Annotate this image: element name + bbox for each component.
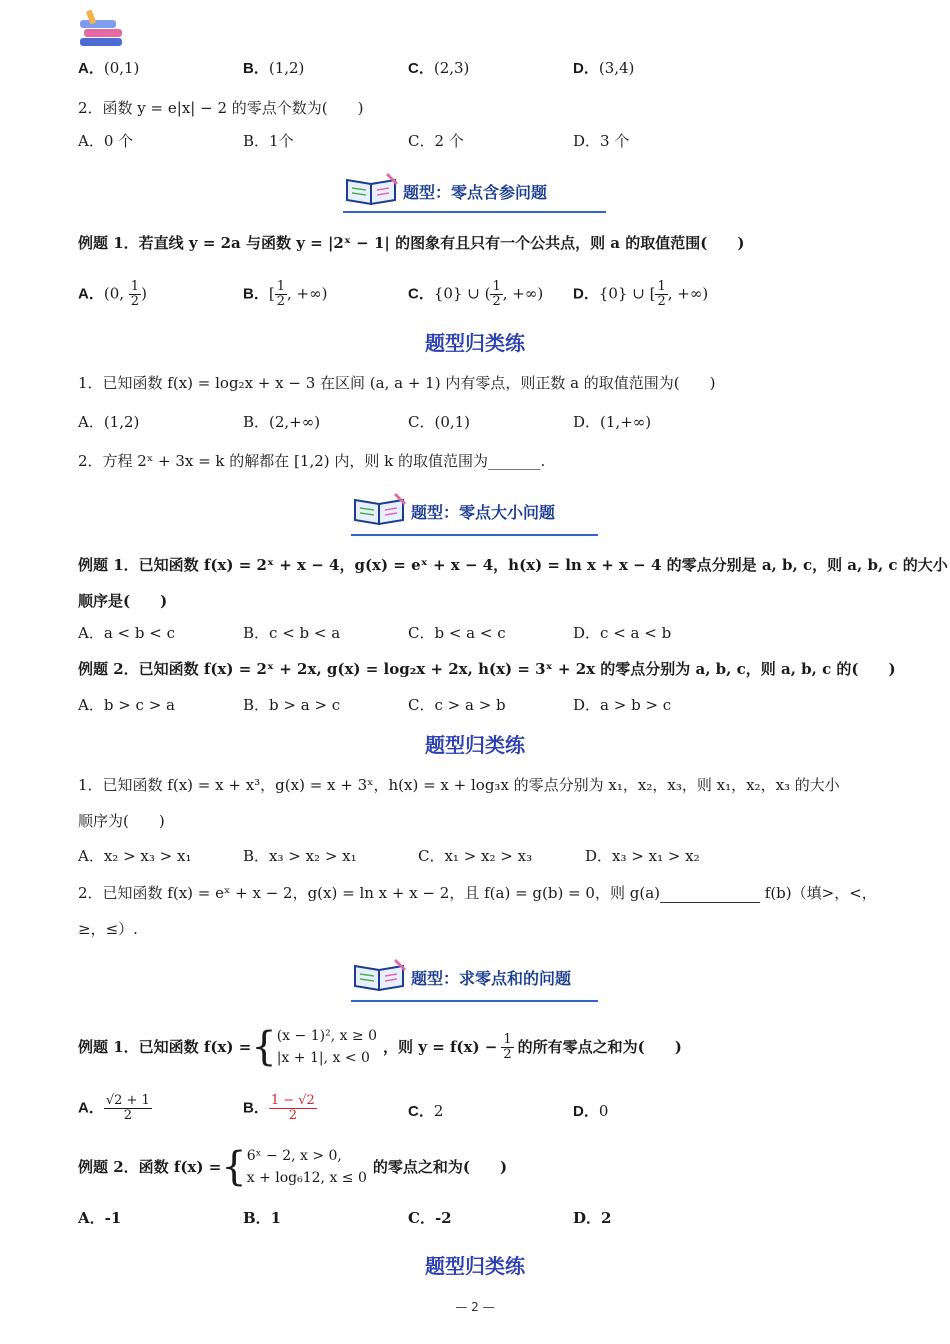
s1-example1-option-b: B．[ $\frac{1}{2}$ , +∞) <box>243 279 328 309</box>
s2-practice-q2-line2: ≥，≤）. <box>78 920 138 938</box>
open-book-icon <box>351 958 409 994</box>
s3-example1-text: 例题 1．已知函数 f(x) = { (x − 1)², x ≥ 0 |x + 1|, x < 0 ，则 y = f(x) − $\frac{1}{2}$ 的所有零点之和为( ) <box>78 1024 682 1070</box>
q2-top-text: 2．函数 y = e|x| − 2 的零点个数为( ) <box>78 99 364 117</box>
s2-example2-option-b: B．b > a > c <box>243 696 341 714</box>
top-option-c: C．(2,3) <box>408 59 470 77</box>
practice-title-1: 题型归类练 <box>425 331 525 355</box>
open-book-icon <box>351 492 409 528</box>
s2-example1-line1: 例题 1．已知函数 f(x) = 2ˣ + x − 4，g(x) = eˣ + x − 4，h(x) = ln x + x − 4 的零点分别是 a, b, c，则 a, b, c 的大小 <box>78 556 948 574</box>
s3-example2-option-b: B．1 <box>243 1209 282 1227</box>
practice-title-3: 题型归类练 <box>425 1254 525 1278</box>
s2-practice-q1-option-b: B．x₃ > x₂ > x₁ <box>243 847 357 865</box>
s2-practice-q2: 2．已知函数 f(x) = eˣ + x − 2，g(x) = ln x + x − 2，且 f(a) = g(b) = 0，则 g(a) f(b)（填>，<， <box>78 884 877 902</box>
top-option-d: D．(3,4) <box>573 59 635 77</box>
s1-practice-q1-option-c: C．(0,1) <box>408 413 471 431</box>
s3-example2-option-c: C．-2 <box>408 1209 452 1227</box>
s3-example1-option-a: A． $\frac{√2 + 1}{2}$ <box>78 1093 150 1123</box>
s2-practice-q1-option-c: C．x₁ > x₂ > x₃ <box>418 847 533 865</box>
s2-example2-option-d: D．a > b > c <box>573 696 672 714</box>
s3-example1-option-b: B． $\frac{1 - √2}{2}$ <box>243 1093 315 1123</box>
s3-example1-option-d: D．0 <box>573 1102 609 1120</box>
s2-practice-q1-line2: 顺序为( ) <box>78 812 165 830</box>
section-title-1: 题型：零点含参问题 <box>403 183 548 202</box>
section-title-3: 题型：求零点和的问题 <box>411 969 572 988</box>
book-stack-icon <box>78 8 128 50</box>
s2-example2-text: 例题 2．已知函数 f(x) = 2ˣ + 2x, g(x) = log₂x + 2x, h(x) = 3ˣ + 2x 的零点分别为 a, b, c，则 a, b, c 的( ) <box>78 660 896 678</box>
s2-example2-option-c: C．c > a > b <box>408 696 506 714</box>
practice-title-2: 题型归类练 <box>425 733 525 757</box>
s2-example1-line2: 顺序是( ) <box>78 592 168 610</box>
q2-top-option-d: D．3 个 <box>573 132 630 150</box>
s2-example1-option-a: A．a < b < c <box>78 624 175 642</box>
open-book-icon <box>343 172 401 208</box>
section-underline-1 <box>343 211 606 213</box>
s1-example1-option-a: A．(0, $\frac{1}{2}$ ) <box>78 279 147 309</box>
q2-top-option-a: A．0 个 <box>78 132 134 150</box>
section-title-2: 题型：零点大小问题 <box>411 503 556 522</box>
s3-example2-text: 例题 2．函数 f(x) = { 6ˣ − 2, x > 0, x + log₆12, x ≤ 0 的零点之和为( ) <box>78 1144 508 1190</box>
s2-practice-q1-line1: 1．已知函数 f(x) = x + x³，g(x) = x + 3ˣ，h(x) = x + log₃x 的零点分别为 x₁，x₂，x₃，则 x₁，x₂，x₃ 的大小 <box>78 776 840 794</box>
s2-example1-option-d: D．c < a < b <box>573 624 672 642</box>
s2-example2-option-a: A．b > c > a <box>78 696 175 714</box>
s1-example1-text: 例题 1．若直线 y = 2a 与函数 y = |2ˣ − 1| 的图象有且只有一个公共点，则 a 的取值范围( ) <box>78 234 745 252</box>
s2-practice-q1-option-a: A．x₂ > x₃ > x₁ <box>78 847 192 865</box>
top-option-b: B．(1,2) <box>243 59 305 77</box>
s3-example1-option-c: C．2 <box>408 1102 444 1120</box>
s2-example1-option-b: B．c < b < a <box>243 624 341 642</box>
section-underline-2 <box>351 534 598 536</box>
s1-practice-q2: 2．方程 2ˣ + 3x = k 的解都在 [1,2) 内，则 k 的取值范围为_______. <box>78 452 546 470</box>
s2-practice-q1-option-d: D．x₃ > x₁ > x₂ <box>585 847 700 865</box>
s1-example1-option-d: D．{0} ∪ [ $\frac{1}{2}$ , +∞) <box>573 279 709 309</box>
page-number: — 2 — <box>455 1300 495 1314</box>
answer-blank[interactable] <box>660 902 760 903</box>
top-option-a: A．(0,1) <box>78 59 140 77</box>
s1-practice-q1-option-a: A．(1,2) <box>78 413 140 431</box>
s3-example2-option-d: D．2 <box>573 1209 612 1227</box>
s1-practice-q1: 1．已知函数 f(x) = log₂x + x − 3 在区间 (a, a + 1) 内有零点，则正数 a 的取值范围为( ) <box>78 374 716 392</box>
s3-example2-option-a: A．-1 <box>78 1209 122 1227</box>
s2-example1-option-c: C．b < a < c <box>408 624 506 642</box>
s1-example1-option-c: C．{0} ∪ ( $\frac{1}{2}$ , +∞) <box>408 279 544 309</box>
section-underline-3 <box>351 1000 598 1002</box>
s1-practice-q1-option-d: D．(1,+∞) <box>573 413 652 431</box>
q2-top-option-b: B．1个 <box>243 132 294 150</box>
s1-practice-q1-option-b: B．(2,+∞) <box>243 413 321 431</box>
q2-top-option-c: C．2 个 <box>408 132 464 150</box>
